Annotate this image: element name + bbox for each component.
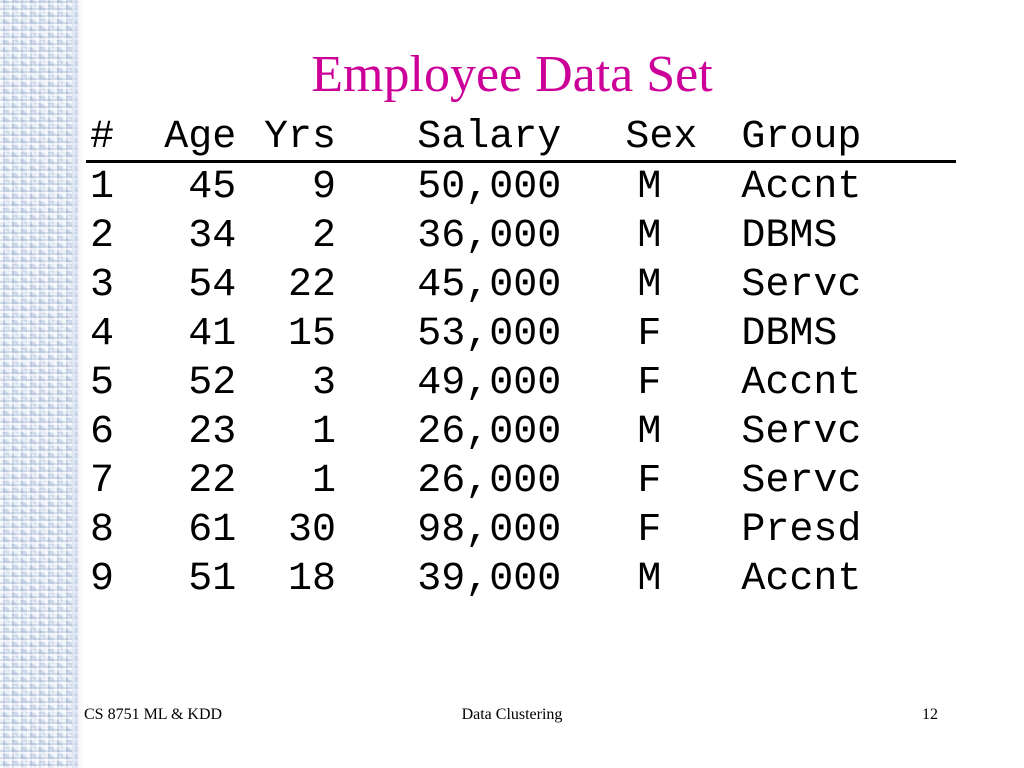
- cell-sex: F: [637, 508, 662, 553]
- cell-number: 6: [90, 410, 115, 455]
- cell-sex: M: [637, 410, 662, 455]
- cell-number: 3: [90, 263, 115, 308]
- cell-years: 3: [311, 361, 336, 406]
- header-group: Group: [697, 116, 956, 162]
- cell-years: 9: [311, 165, 336, 210]
- cell-number: 2: [90, 214, 115, 259]
- cell-years: 1: [311, 459, 336, 504]
- table-body: [86, 162, 956, 605]
- cell-age: 23: [188, 410, 237, 455]
- cell-number: 7: [90, 459, 115, 504]
- cell-salary: 53,000: [417, 312, 562, 357]
- header-years: Yrs: [236, 116, 340, 162]
- footer-topic: Data Clustering: [461, 706, 563, 723]
- cell-years: 30: [287, 508, 336, 553]
- cell-sex: M: [637, 263, 662, 308]
- header-sex: Sex: [561, 116, 697, 162]
- footer-course: CS 8751 ML & KDD: [84, 706, 223, 723]
- cell-group: Accnt: [741, 557, 862, 602]
- cell-sex: F: [637, 361, 662, 406]
- cell-age: 51: [188, 557, 237, 602]
- cell-salary: 39,000: [417, 557, 562, 602]
- cell-number: 8: [90, 508, 115, 553]
- table-row: [86, 310, 956, 359]
- cell-salary: 49,000: [417, 361, 562, 406]
- cell-group: DBMS: [741, 312, 838, 357]
- cell-age: 45: [188, 165, 237, 210]
- cell-group: Servc: [741, 263, 862, 308]
- header-number: #: [86, 116, 148, 162]
- employee-table: [86, 116, 956, 604]
- cell-years: 2: [311, 214, 336, 259]
- footer-page-number: 12: [922, 706, 938, 723]
- table-row: [86, 457, 956, 506]
- cell-salary: 26,000: [417, 459, 562, 504]
- cell-number: 5: [90, 361, 115, 406]
- cell-age: 34: [188, 214, 237, 259]
- cell-number: 4: [90, 312, 115, 357]
- cell-number: 9: [90, 557, 115, 602]
- cell-salary: 98,000: [417, 508, 562, 553]
- cell-salary: 50,000: [417, 165, 562, 210]
- cell-age: 61: [188, 508, 237, 553]
- slide-title: Employee Data Set: [311, 46, 713, 103]
- cell-years: 15: [287, 312, 336, 357]
- table-row: [86, 506, 956, 555]
- cell-sex: M: [637, 165, 662, 210]
- cell-group: Accnt: [741, 361, 862, 406]
- table-header-row: [86, 116, 956, 162]
- cell-salary: 26,000: [417, 410, 562, 455]
- cell-group: Presd: [741, 508, 862, 553]
- decorative-border: [0, 0, 78, 768]
- table-row: [86, 408, 956, 457]
- cell-sex: M: [637, 214, 662, 259]
- cell-salary: 45,000: [417, 263, 562, 308]
- cell-sex: F: [637, 312, 662, 357]
- cell-age: 52: [188, 361, 237, 406]
- cell-sex: M: [637, 557, 662, 602]
- cell-years: 22: [287, 263, 336, 308]
- cell-group: Servc: [741, 459, 862, 504]
- cell-group: Accnt: [741, 165, 862, 210]
- cell-number: 1: [90, 165, 115, 210]
- cell-age: 22: [188, 459, 237, 504]
- header-salary: Salary: [340, 116, 561, 162]
- table-row: [86, 261, 956, 310]
- cell-age: 54: [188, 263, 237, 308]
- cell-salary: 36,000: [417, 214, 562, 259]
- cell-years: 18: [287, 557, 336, 602]
- cell-group: DBMS: [741, 214, 838, 259]
- cell-sex: F: [637, 459, 662, 504]
- table-row: [86, 555, 956, 604]
- cell-group: Servc: [741, 410, 862, 455]
- table-row: [86, 359, 956, 408]
- table-row: [86, 162, 956, 213]
- cell-age: 41: [188, 312, 237, 357]
- employee-table-container: [86, 116, 956, 604]
- table-row: [86, 212, 956, 261]
- header-age: Age: [148, 116, 237, 162]
- cell-years: 1: [311, 410, 336, 455]
